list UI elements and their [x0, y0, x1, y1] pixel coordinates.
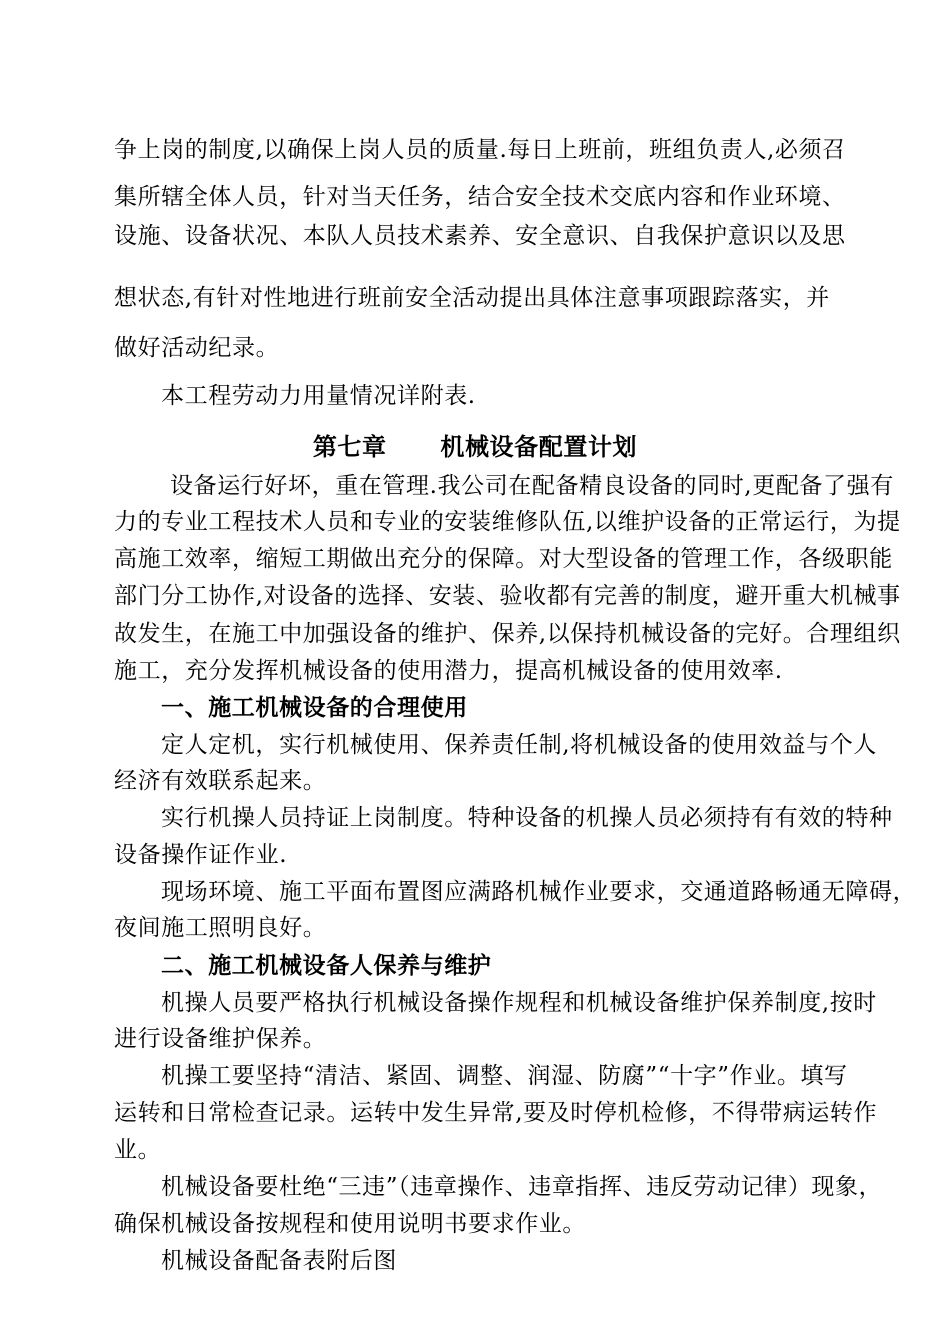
intro-line-1: 争上岗的制度,以确保上岗人员的质量.每日上班前，班组负责人,必须召 [114, 137, 846, 163]
section-1-p3-line-1: 现场环境、施工平面布置图应满路机械作业要求，交通道路畅通无障碍， [161, 879, 917, 905]
section-2-p2-line-3: 业。 [114, 1137, 162, 1163]
intro-line-2: 集所辖全体人员，针对当天任务，结合安全技术交底内容和作业环境、 [114, 184, 846, 210]
section-2-p1-line-2: 进行设备维护保养。 [114, 1026, 327, 1052]
section-2-p3-line-1: 机械设备要杜绝“三违”（违章操作、违章指挥、违反劳动记律）现象， [161, 1174, 883, 1200]
section-2-p3-line-2: 确保机械设备按规程和使用说明书要求作业。 [114, 1211, 586, 1237]
section-2-p2-line-1: 机操工要坚持“清洁、紧固、调整、润湿、防腐”“十字”作业。填写 [161, 1063, 848, 1089]
chapter-intro-line-2: 力的专业工程技术人员和专业的安装维修队伍,以维护设备的正常运行，为提 [114, 509, 901, 535]
section-2-p4: 机械设备配备表附后图 [161, 1248, 397, 1274]
chapter-intro-line-6: 施工，充分发挥机械设备的使用潜力，提高机械设备的使用效率. [114, 658, 783, 684]
intro-line-4: 想状态,有针对性地进行班前安全活动提出具体注意事项跟踪落实，并 [114, 285, 830, 311]
chapter-intro-line-5: 故发生，在施工中加强设备的维护、保养,以保持机械设备的完好。合理组织 [114, 621, 901, 647]
chapter-intro-line-1: 设备运行好坏，重在管理.我公司在配备精良设备的同时,更配备了强有 [170, 473, 894, 499]
chapter-intro-line-3: 高施工效率，缩短工期做出充分的保障。对大型设备的管理工作，各级职能 [114, 546, 893, 572]
section-2-p1-line-1: 机操人员要严格执行机械设备操作规程和机械设备维护保养制度,按时 [161, 990, 877, 1016]
section-1-p3-line-2: 夜间施工照明良好。 [114, 915, 327, 941]
section-2-heading: 二、施工机械设备人保养与维护 [161, 952, 492, 979]
section-2-p2-line-2: 运转和日常检查记录。运转中发生异常,要及时停机检修，不得带病运转作 [114, 1100, 878, 1126]
section-1-p1-line-2: 经济有效联系起来。 [114, 768, 327, 794]
section-1-p1-line-1: 定人定机，实行机械使用、保养责任制,将机械设备的使用效益与个人 [161, 732, 877, 758]
chapter-title: 第七章 机械设备配置计划 [312, 432, 638, 461]
chapter-intro-line-4: 部门分工协作,对设备的选择、安装、验收都有完善的制度，避开重大机械事 [114, 583, 901, 609]
intro-line-5: 做好活动纪录。 [114, 335, 280, 361]
intro-line-3: 设施、设备状况、本队人员技术素养、安全意识、自我保护意识以及思 [114, 223, 846, 249]
labor-note: 本工程劳动力用量情况详附表. [161, 383, 476, 409]
section-1-p2-line-2: 设备操作证作业. [114, 842, 288, 868]
section-1-p2-line-1: 实行机操人员持证上岗制度。特种设备的机操人员必须持有有效的特种 [161, 805, 893, 831]
section-1-heading: 一、施工机械设备的合理使用 [161, 694, 468, 721]
